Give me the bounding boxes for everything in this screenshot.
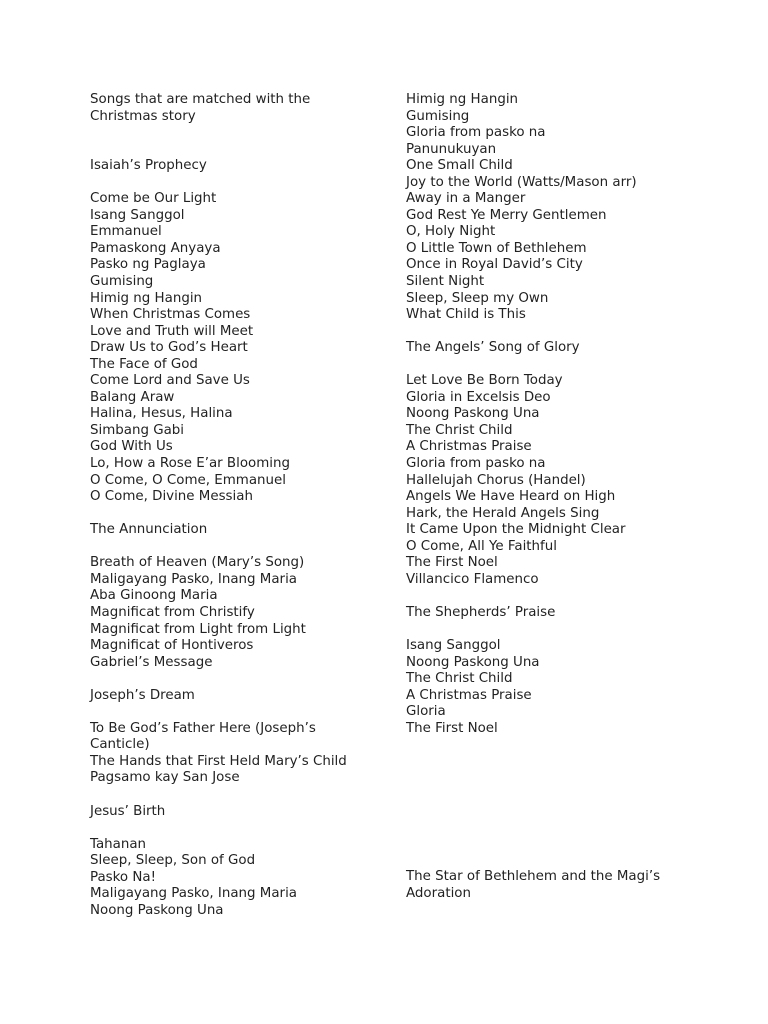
song-item: Gloria in Excelsis Deo [406,389,551,405]
blank-line [90,704,380,721]
song-item: Angels We Have Heard on High [406,489,616,505]
song-item: Simbang Gabi [90,422,185,438]
song-item: Come be Our Light [90,191,217,207]
blank-line [90,506,380,523]
song-item: Silent Night [406,274,485,290]
song-list-joseph [90,721,380,787]
section-heading-shepherds: The Shepherds’ Praise [406,604,556,620]
song-item: Sleep, Sleep, Son of God [90,853,256,869]
song-item: Maligayang Pasko, Inang Maria [90,886,297,902]
song-item: Aba Ginoong Maria [90,588,218,604]
song-list-angels [406,373,706,588]
song-item: O Come, All Ye Faithful [406,538,557,554]
song-item: O Little Town of Bethlehem [406,240,587,256]
blank-line [90,787,380,804]
blank-line [90,671,380,688]
song-item: Gumising [90,274,154,290]
song-item: Gabriel’s Message [90,654,213,670]
song-item: When Christmas Comes [90,307,251,323]
song-list-annunciation [90,555,380,671]
song-item: God Rest Ye Merry Gentlemen [406,207,607,223]
song-item: Draw Us to God’s Heart [90,340,248,356]
song-item: Himig ng Hangin [90,290,203,306]
section-heading-isaiah: Isaiah’s Prophecy [90,158,207,174]
song-item: Gumising [406,108,470,124]
section-heading-star-line-1: The Star of Bethlehem and the Magi’s [406,869,661,885]
song-item: Breath of Heaven (Mary’s Song) [90,555,305,571]
song-item: O, Holy Night [406,224,496,240]
song-item: Halina, Hesus, Halina [90,406,233,422]
song-item: O Come, O Come, Emmanuel [90,472,286,488]
song-item: Tahanan [90,836,147,852]
document-title-line-1: Songs that are matched with the [90,92,311,107]
song-item: Balang Araw [90,389,175,405]
blank-line [90,125,380,142]
blank-line [406,357,706,374]
song-item: Love and Truth will Meet [90,323,254,339]
song-item: Away in a Manger [406,191,526,207]
song-item: A Christmas Praise [406,439,532,455]
song-item: Hark, the Herald Angels Sing [406,505,600,521]
left-column [90,92,380,919]
song-item: Noong Paskong Una [90,902,224,918]
song-item: Pamaskong Anyaya [90,240,221,256]
song-item: Pasko ng Paglaya [90,257,206,273]
song-list-birth-continued [406,92,706,324]
song-item: One Small Child [406,158,513,174]
song-item: Hallelujah Chorus (Handel) [406,472,586,488]
song-item: O Come, Divine Messiah [90,489,253,505]
song-item: Villancico Flamenco [406,571,539,587]
song-item: God With Us [90,439,173,455]
song-item: Maligayang Pasko, Inang Maria [90,571,297,587]
section-heading-birth: Jesus’ Birth [90,803,166,819]
song-item: Let Love Be Born Today [406,373,563,389]
blank-line [90,142,380,159]
song-item: The Christ Child [406,422,513,438]
song-item: Gloria [406,704,446,720]
section-heading-joseph: Joseph’s Dream [90,687,195,703]
song-item: Panunukuyan [406,141,497,157]
section-heading-angels: The Angels’ Song of Glory [406,340,580,356]
blank-line [406,324,706,341]
song-item: Joy to the World (Watts/Mason arr) [406,174,637,190]
song-item: Gloria from pasko na [406,456,546,472]
blank-line [90,539,380,556]
song-item: Isang Sanggol [406,638,501,654]
song-item: The Hands that First Held Mary’s Child [90,753,347,769]
song-item: Once in Royal David’s City [406,257,583,273]
song-item: A Christmas Praise [406,687,532,703]
blank-line [90,175,380,192]
document-title-line-2: Christmas story [90,108,196,124]
song-item: What Child is This [406,307,526,323]
song-item: Sleep, Sleep my Own [406,290,549,306]
song-item: Magnificat from Christify [90,604,255,620]
song-item: Pagsamo kay San Jose [90,770,240,786]
song-list-birth [90,837,380,920]
blank-line [406,588,706,605]
page-gap [406,737,706,869]
song-item: Noong Paskong Una [406,654,540,670]
right-column [406,92,706,902]
section-heading-annunciation: The Annunciation [90,522,208,538]
song-item: The First Noel [406,720,498,736]
song-item: Noong Paskong Una [406,406,540,422]
song-list-shepherds [406,638,706,737]
song-item: To Be God’s Father Here (Joseph’s [90,720,316,736]
song-item: Pasko Na! [90,869,156,885]
section-heading-star-line-2: Adoration [406,885,471,901]
song-item: Canticle) [90,737,150,753]
song-item: Magnificat from Light from Light [90,621,306,637]
song-item: Emmanuel [90,224,162,240]
song-item: Gloria from pasko na [406,125,546,141]
song-item: Come Lord and Save Us [90,373,250,389]
song-item: Isang Sanggol [90,207,185,223]
section-heading-star [406,869,706,902]
song-item: The Christ Child [406,671,513,687]
blank-line [406,622,706,639]
song-item: The First Noel [406,555,498,571]
song-item: Lo, How a Rose E’ar Blooming [90,456,290,472]
blank-line [90,820,380,837]
song-item: Magnificat of Hontiveros [90,638,254,654]
song-item: It Came Upon the Midnight Clear [406,522,626,538]
song-item: The Face of God [90,356,198,372]
song-list-isaiah [90,191,380,505]
song-item: Himig ng Hangin [406,92,519,107]
